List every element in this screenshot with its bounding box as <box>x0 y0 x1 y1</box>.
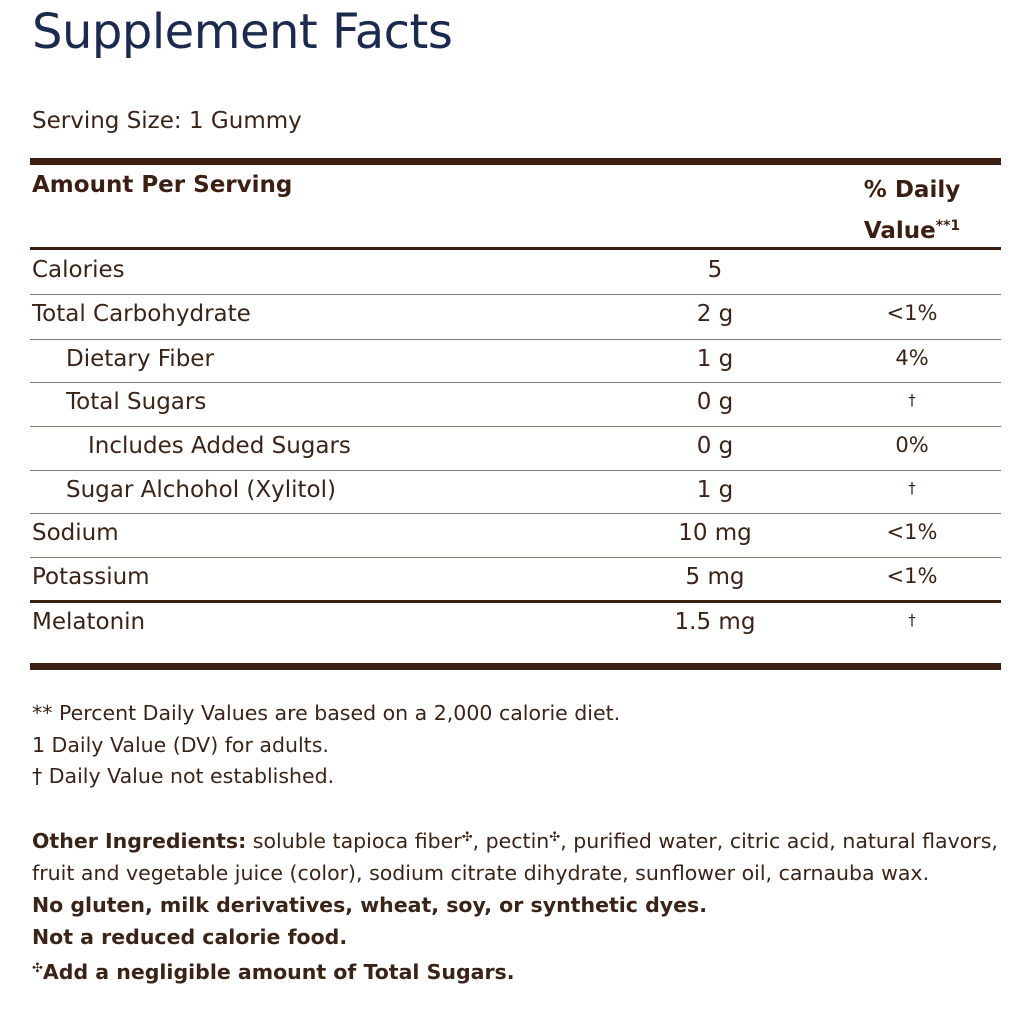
row-name: Sugar Alchohol (Xylitol) <box>66 477 336 503</box>
row-amount: 1 g <box>696 346 734 372</box>
daily-value-header-word: Value <box>863 218 936 244</box>
daily-value-header <box>812 172 1012 249</box>
row-daily-value: † <box>908 611 916 629</box>
row-name: Total Carbohydrate <box>32 301 251 327</box>
no-gluten-statement: No gluten, milk derivatives, wheat, soy, or synthetic dyes. <box>32 893 708 917</box>
ingredients-block <box>32 822 1002 988</box>
row-daily-value: † <box>908 391 916 409</box>
row-daily-value: † <box>908 479 916 497</box>
serving-size: Serving Size: 1 Gummy <box>32 108 302 134</box>
other-ingredients <box>32 822 1002 889</box>
daily-value-header-marks: **1 <box>935 218 961 234</box>
table-row-melatonin <box>30 603 1001 647</box>
daily-value-header-line2 <box>812 208 1012 249</box>
row-name: Melatonin <box>32 609 146 635</box>
header-rule <box>30 247 1001 250</box>
footnote-percent-dv: ** Percent Daily Values are based on a 2,000 calorie diet. <box>32 701 621 725</box>
sugar-star-mark: ✣ <box>549 830 561 845</box>
footnote-not-established: † Daily Value not established. <box>32 764 335 788</box>
table-row-total-carbohydrate <box>30 295 1001 339</box>
row-amount: 0 g <box>696 433 734 459</box>
table-row-sodium <box>30 514 1001 558</box>
ingredients-text-2: , pectin <box>472 829 550 853</box>
row-daily-value: <1% <box>886 301 938 325</box>
sugar-star-mark: ✣ <box>461 830 473 845</box>
table-row-sugar-alcohol <box>30 471 1001 515</box>
table-row-calories <box>30 251 1001 295</box>
negligible-sugars-text: Add a negligible amount of Total Sugars. <box>42 960 515 984</box>
bottom-thick-rule <box>30 663 1001 670</box>
top-thick-rule <box>30 158 1001 165</box>
table-row-total-sugars <box>30 383 1001 427</box>
footnote-dv-adults: 1 Daily Value (DV) for adults. <box>32 732 329 757</box>
row-name: Potassium <box>32 564 150 590</box>
row-amount: 2 g <box>696 301 734 327</box>
ingredients-text-1: soluble tapioca fiber <box>246 829 462 853</box>
sugar-star-mark: ✣ <box>32 961 43 976</box>
row-amount: 0 g <box>696 389 734 415</box>
row-name: Sodium <box>32 520 119 546</box>
row-daily-value: 4% <box>895 346 929 370</box>
row-amount: 1.5 mg <box>674 609 756 635</box>
not-reduced-calorie-statement: Not a reduced calorie food. <box>32 925 348 949</box>
amount-per-serving-header: Amount Per Serving <box>32 172 293 198</box>
row-name: Calories <box>32 257 125 283</box>
row-name: Total Sugars <box>66 389 207 415</box>
footnotes <box>32 698 620 793</box>
row-amount: 1 g <box>696 477 734 503</box>
ingredients-text-3: , purified water, citric acid, natural flavors, fruit and vegetable juice (color), sodium citrate dihydrate, sunflower oil, carnauba wax. <box>32 829 998 885</box>
row-name: Includes Added Sugars <box>88 433 351 459</box>
daily-value-header-line1: % Daily <box>863 177 961 203</box>
row-amount: 10 mg <box>678 520 752 546</box>
row-daily-value: 0% <box>895 433 929 457</box>
page-title: Supplement Facts <box>32 4 453 60</box>
row-amount: 5 <box>707 257 723 283</box>
negligible-sugars-statement <box>32 953 1002 988</box>
row-daily-value: <1% <box>886 520 938 544</box>
row-daily-value: <1% <box>886 564 938 588</box>
row-amount: 5 mg <box>685 564 745 590</box>
table-row-potassium <box>30 558 1001 602</box>
table-row-added-sugars <box>30 427 1001 471</box>
other-ingredients-label: Other Ingredients: <box>32 829 247 853</box>
table-row-dietary-fiber <box>30 340 1001 384</box>
row-name: Dietary Fiber <box>66 346 214 372</box>
